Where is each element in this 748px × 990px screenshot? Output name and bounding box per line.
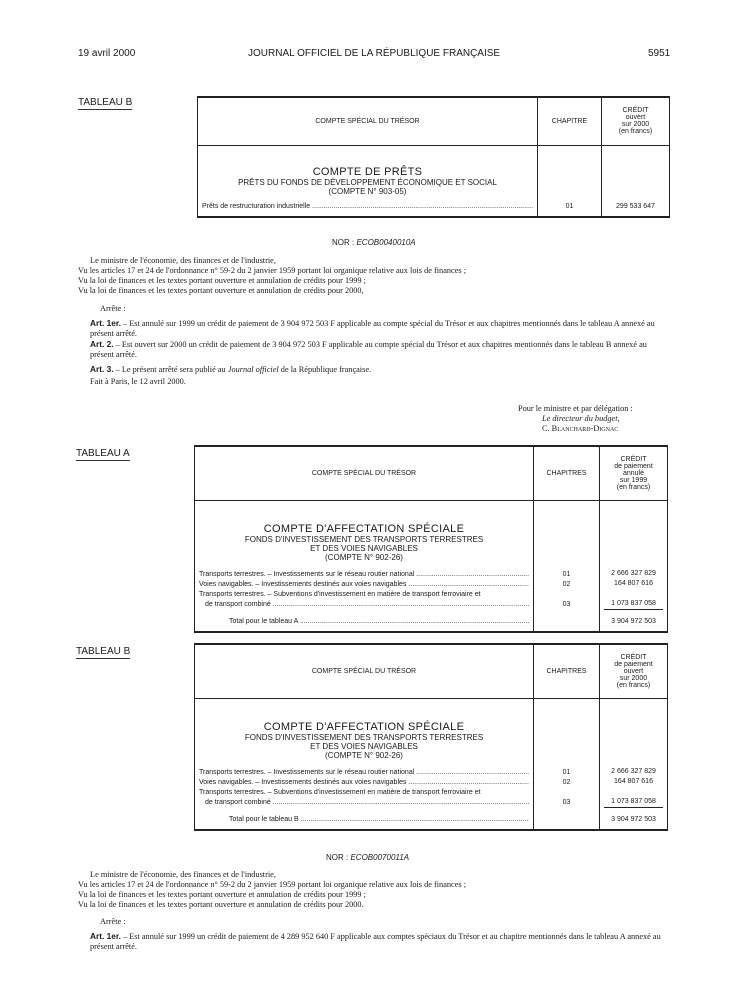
decree1-preamble (78, 256, 668, 387)
table2-col-header-chapters: CHAPITRES (534, 446, 600, 500)
table2-amounts-cell: 2 666 327 829 164 807 616 1 073 837 058 (600, 500, 668, 612)
decree1-art1: Art. 1er. – Est annulé sur 1999 un crédit de paiement de 3 904 972 503 F applicable au compte spécial du Trésor et aux chapitres mentionnés dans le tableau A annexé au présent arrêté. (90, 318, 655, 338)
decree1-line: Vu la loi de finances et les textes portant ouverture et annulation de crédits pour 2000, (78, 286, 364, 295)
table3-col-header-credit: CRÉDIT de paiement ouvert sur 2000 (en francs) (600, 644, 668, 698)
table-row: Voies navigables. – Investissements destinés aux voies navigables ..... (199, 580, 529, 590)
header-journal-title: JOURNAL OFFICIEL DE LA RÉPUBLIQUE FRANÇAISE (248, 48, 501, 59)
table2-total-amount: 3 904 972 503 (600, 612, 668, 632)
table2-label: TABLEAU A (76, 448, 130, 459)
decree1-art2: Art. 2. – Est ouvert sur 2000 un crédit de paiement de 3 904 972 503 F applicable au compte spécial du Trésor et aux chapitres mentionnés dans le tableau B annexé au présent arrêté. (90, 339, 647, 359)
decree1-nor: NOR : ECOB0040010A (332, 238, 416, 247)
table3-title: COMPTE D'AFFECTATION SPÉCIALE (263, 721, 465, 733)
table1-col-header-account: COMPTE SPÉCIAL DU TRÉSOR (198, 97, 538, 145)
decree1-signature: Pour le ministre et par délégation : Le directeur du budget, C. Blanchard-Dignac (518, 404, 633, 433)
table2-col-header-credit: CRÉDIT de paiement annulé sur 1999 (en francs) (600, 446, 668, 500)
table3-amounts-cell: 2 666 327 829 164 807 616 1 073 837 058 (600, 698, 668, 810)
table3-body (195, 698, 534, 810)
decree1-line: Vu la loi de finances et les textes portant ouverture et annulation de crédits pour 1999 ; (78, 276, 366, 285)
table3-col-header-chapters: CHAPITRES (534, 644, 600, 698)
table-row: Transports terrestres. – Subventions d'investissement en matière de transport ferroviaire et (199, 789, 481, 796)
table2-subtitle: FONDS D'INVESTISSEMENT DES TRANSPORTS TERRESTRES (244, 535, 484, 544)
table3 (194, 643, 668, 831)
table1-title: COMPTE DE PRÊTS (312, 166, 423, 178)
decree2-nor: NOR : ECOB0070011A (326, 853, 410, 862)
table2-subtitle: ET DES VOIES NAVIGABLES (310, 544, 418, 553)
decree2-line: Le ministre de l'économie, des finances et de l'industrie, (90, 870, 276, 879)
table1-amount-cell: 299 533 647 (602, 145, 670, 217)
table1-body (198, 145, 538, 217)
table2-title: COMPTE D'AFFECTATION SPÉCIALE (263, 523, 465, 535)
table-row: Transports terrestres. – Investissements sur le réseau routier national ..... (199, 570, 529, 580)
decree2-preamble (78, 870, 668, 952)
header-page-number: 5951 (648, 48, 671, 59)
table1-subtitle: PRÊTS DU FONDS DE DÉVELOPPEMENT ÉCONOMIQUE ET SOCIAL (238, 178, 497, 187)
table1-row-label: Prêts de restructuration industrielle ..... (202, 202, 533, 212)
table2-total-row: Total pour le tableau A ..... (195, 612, 534, 632)
table-row: Transports terrestres. – Investissements sur le réseau routier national ..... (199, 768, 529, 778)
decree2-arrete: Arrête : (100, 917, 126, 926)
decree2-line: Vu les articles 17 et 24 de l'ordonnance n° 59-2 du 2 janvier 1959 portant loi organique relative aux lois de finances ; (78, 880, 467, 889)
table2-body (195, 500, 534, 612)
table3-col-header-account: COMPTE SPÉCIAL DU TRÉSOR (195, 644, 534, 698)
decree1-line: Le ministre de l'économie, des finances et de l'industrie, (90, 256, 276, 265)
table2-col-header-account: COMPTE SPÉCIAL DU TRÉSOR (195, 446, 534, 500)
header-date: 19 avril 2000 (78, 48, 136, 59)
table2-subtitle-account: (COMPTE N° 902-26) (325, 553, 403, 562)
table3-subtitle: FONDS D'INVESTISSEMENT DES TRANSPORTS TERRESTRES (244, 733, 484, 742)
decree1-date: Fait à Paris, le 12 avril 2000. (90, 377, 186, 386)
table3-total-amount: 3 904 972 503 (600, 810, 668, 830)
table3-subtitle-account: (COMPTE N° 902-26) (325, 751, 403, 760)
decree1-line: Vu les articles 17 et 24 de l'ordonnance n° 59-2 du 2 janvier 1959 portant loi organique relative aux lois de finances ; (78, 266, 467, 275)
decree2-art1: Art. 1er. – Est annulé sur 1999 un crédit de paiement de 4 289 952 640 F applicable aux comptes spéciaux du Trésor et au chapitre mentionnés dans le tableau A annexé au présent arrêté. (90, 931, 661, 951)
table2-chapters-cell: 01 02 03 (534, 500, 600, 612)
table-row-continued: de transport combiné ..... (199, 798, 529, 808)
table1-col-header-chapter: CHAPITRE (538, 97, 602, 145)
table2 (194, 445, 668, 633)
table3-total-row: Total pour le tableau B ..... (195, 810, 534, 830)
table3-chapters-cell: 01 02 03 (534, 698, 600, 810)
table3-subtitle: ET DES VOIES NAVIGABLES (310, 742, 418, 751)
decree1-art3: Art. 3. – Le présent arrêté sera publié au Journal officiel de la République française. (90, 364, 372, 374)
table-row-continued: de transport combiné ..... (199, 600, 529, 610)
decree2-line: Vu la loi de finances et les textes portant ouverture et annulation de crédits pour 2000. (78, 900, 364, 909)
table1-subtitle-account: (COMPTE N° 903-05) (328, 187, 407, 196)
table1-chapter-cell: 01 (538, 145, 602, 217)
decree1-arrete: Arrête : (100, 304, 126, 313)
table1-label: TABLEAU B (78, 97, 133, 108)
table1-col-header-credit: CRÉDIT ouvert sur 2000 (en francs) (602, 97, 670, 145)
table1 (197, 96, 670, 218)
table-row: Voies navigables. – Investissements destinés aux voies navigables ..... (199, 778, 529, 788)
decree2-line: Vu la loi de finances et les textes portant ouverture et annulation de crédits pour 1999 ; (78, 890, 366, 899)
table-row: Transports terrestres. – Subventions d'investissement en matière de transport ferroviaire et (199, 591, 481, 598)
table3-label: TABLEAU B (76, 646, 131, 657)
